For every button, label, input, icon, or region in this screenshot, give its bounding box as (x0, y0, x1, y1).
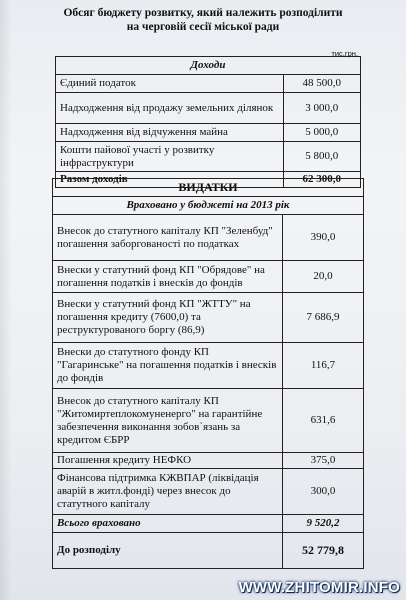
distribute-label: До розподілу (53, 533, 283, 569)
expense-row-label: Внески до статутного фонду КП "Гагаринське" на погашення податків і внесків до фондів (53, 343, 283, 389)
income-total-value: 62 300,0 (283, 172, 360, 188)
expense-row-label: Внесок до статутного капіталу КП "Житомиртеплокомуненерго" на гарантійне забезпечення виконання зобов`язань за кредитом ЄБРР (53, 389, 283, 453)
income-row-label: Кошти пайової участі у розвитку інфраструктури (56, 142, 284, 172)
expense-row-value: 375,0 (283, 453, 364, 469)
page-shadow (0, 0, 12, 600)
document-title-line1: Обсяг бюджету розвитку, який належить розподілити (63, 7, 343, 19)
expense-row-value: 631,6 (283, 389, 364, 453)
income-total-label: Разом доходів (56, 172, 284, 188)
expense-row-value: 390,0 (283, 215, 364, 261)
distribute-value: 52 779,8 (283, 533, 364, 569)
document-title-line2: на черговій сесії міської ради (126, 21, 280, 33)
expenses-total-label: Всього враховано (53, 515, 283, 533)
distribute-row (53, 533, 364, 569)
expense-row-label: Внески у статутний фонд КП "ЖТТУ" на погашення кредиту (7600,0) та реструктурованого боргу (86,9) (53, 293, 283, 343)
expenses-total-row (53, 515, 364, 533)
expense-row (53, 469, 364, 515)
income-row-label: Надходження від продажу земельних ділянок (56, 93, 284, 124)
expense-row-label: Фінансова підтримка КЖВПАР (ліквідація аварій в житл.фонді) через внесок до статутного капіталу (53, 469, 283, 515)
site-watermark: WWW.ZHITOMIR.INFO (238, 579, 400, 596)
expense-row (53, 293, 364, 343)
income-row (56, 124, 361, 142)
income-row-value: 48 500,0 (283, 75, 360, 93)
income-row-value: 3 000,0 (283, 93, 360, 124)
expense-row-value: 116,7 (283, 343, 364, 389)
income-row (56, 93, 361, 124)
expense-row-label: Внески у статутний фонд КП "Обрядове" на погашення податків і внесків до фондів (53, 261, 283, 293)
income-row-value: 5 800,0 (283, 142, 360, 172)
expenses-header: ВИДАТКИ (53, 179, 364, 197)
expense-row-label: Внесок до статутного капіталу КП "Зеленбуд" погашення заборгованості по податках (53, 215, 283, 261)
expense-row (53, 343, 364, 389)
expenses-subheader: Враховано у бюджеті на 2013 рік (53, 197, 364, 215)
expense-row-value: 20,0 (283, 261, 364, 293)
income-row (56, 142, 361, 172)
income-row-label: Єдиний податок (56, 75, 284, 93)
expense-row (53, 215, 364, 261)
expenses-total-value: 9 520,2 (283, 515, 364, 533)
expense-row (53, 261, 364, 293)
income-row (56, 75, 361, 93)
expense-row-value: 7 686,9 (283, 293, 364, 343)
expense-row-value: 300,0 (283, 469, 364, 515)
income-table (55, 56, 361, 188)
income-header: Доходи (56, 57, 361, 75)
expenses-table (52, 178, 364, 569)
expense-row (53, 453, 364, 469)
currency-unit: тис.грн. (331, 49, 358, 58)
expense-row (53, 389, 364, 453)
income-row-value: 5 000,0 (283, 124, 360, 142)
expense-row-label: Погашення кредиту НЕФКО (53, 453, 283, 469)
income-row-label: Надходження від відчуження майна (56, 124, 284, 142)
